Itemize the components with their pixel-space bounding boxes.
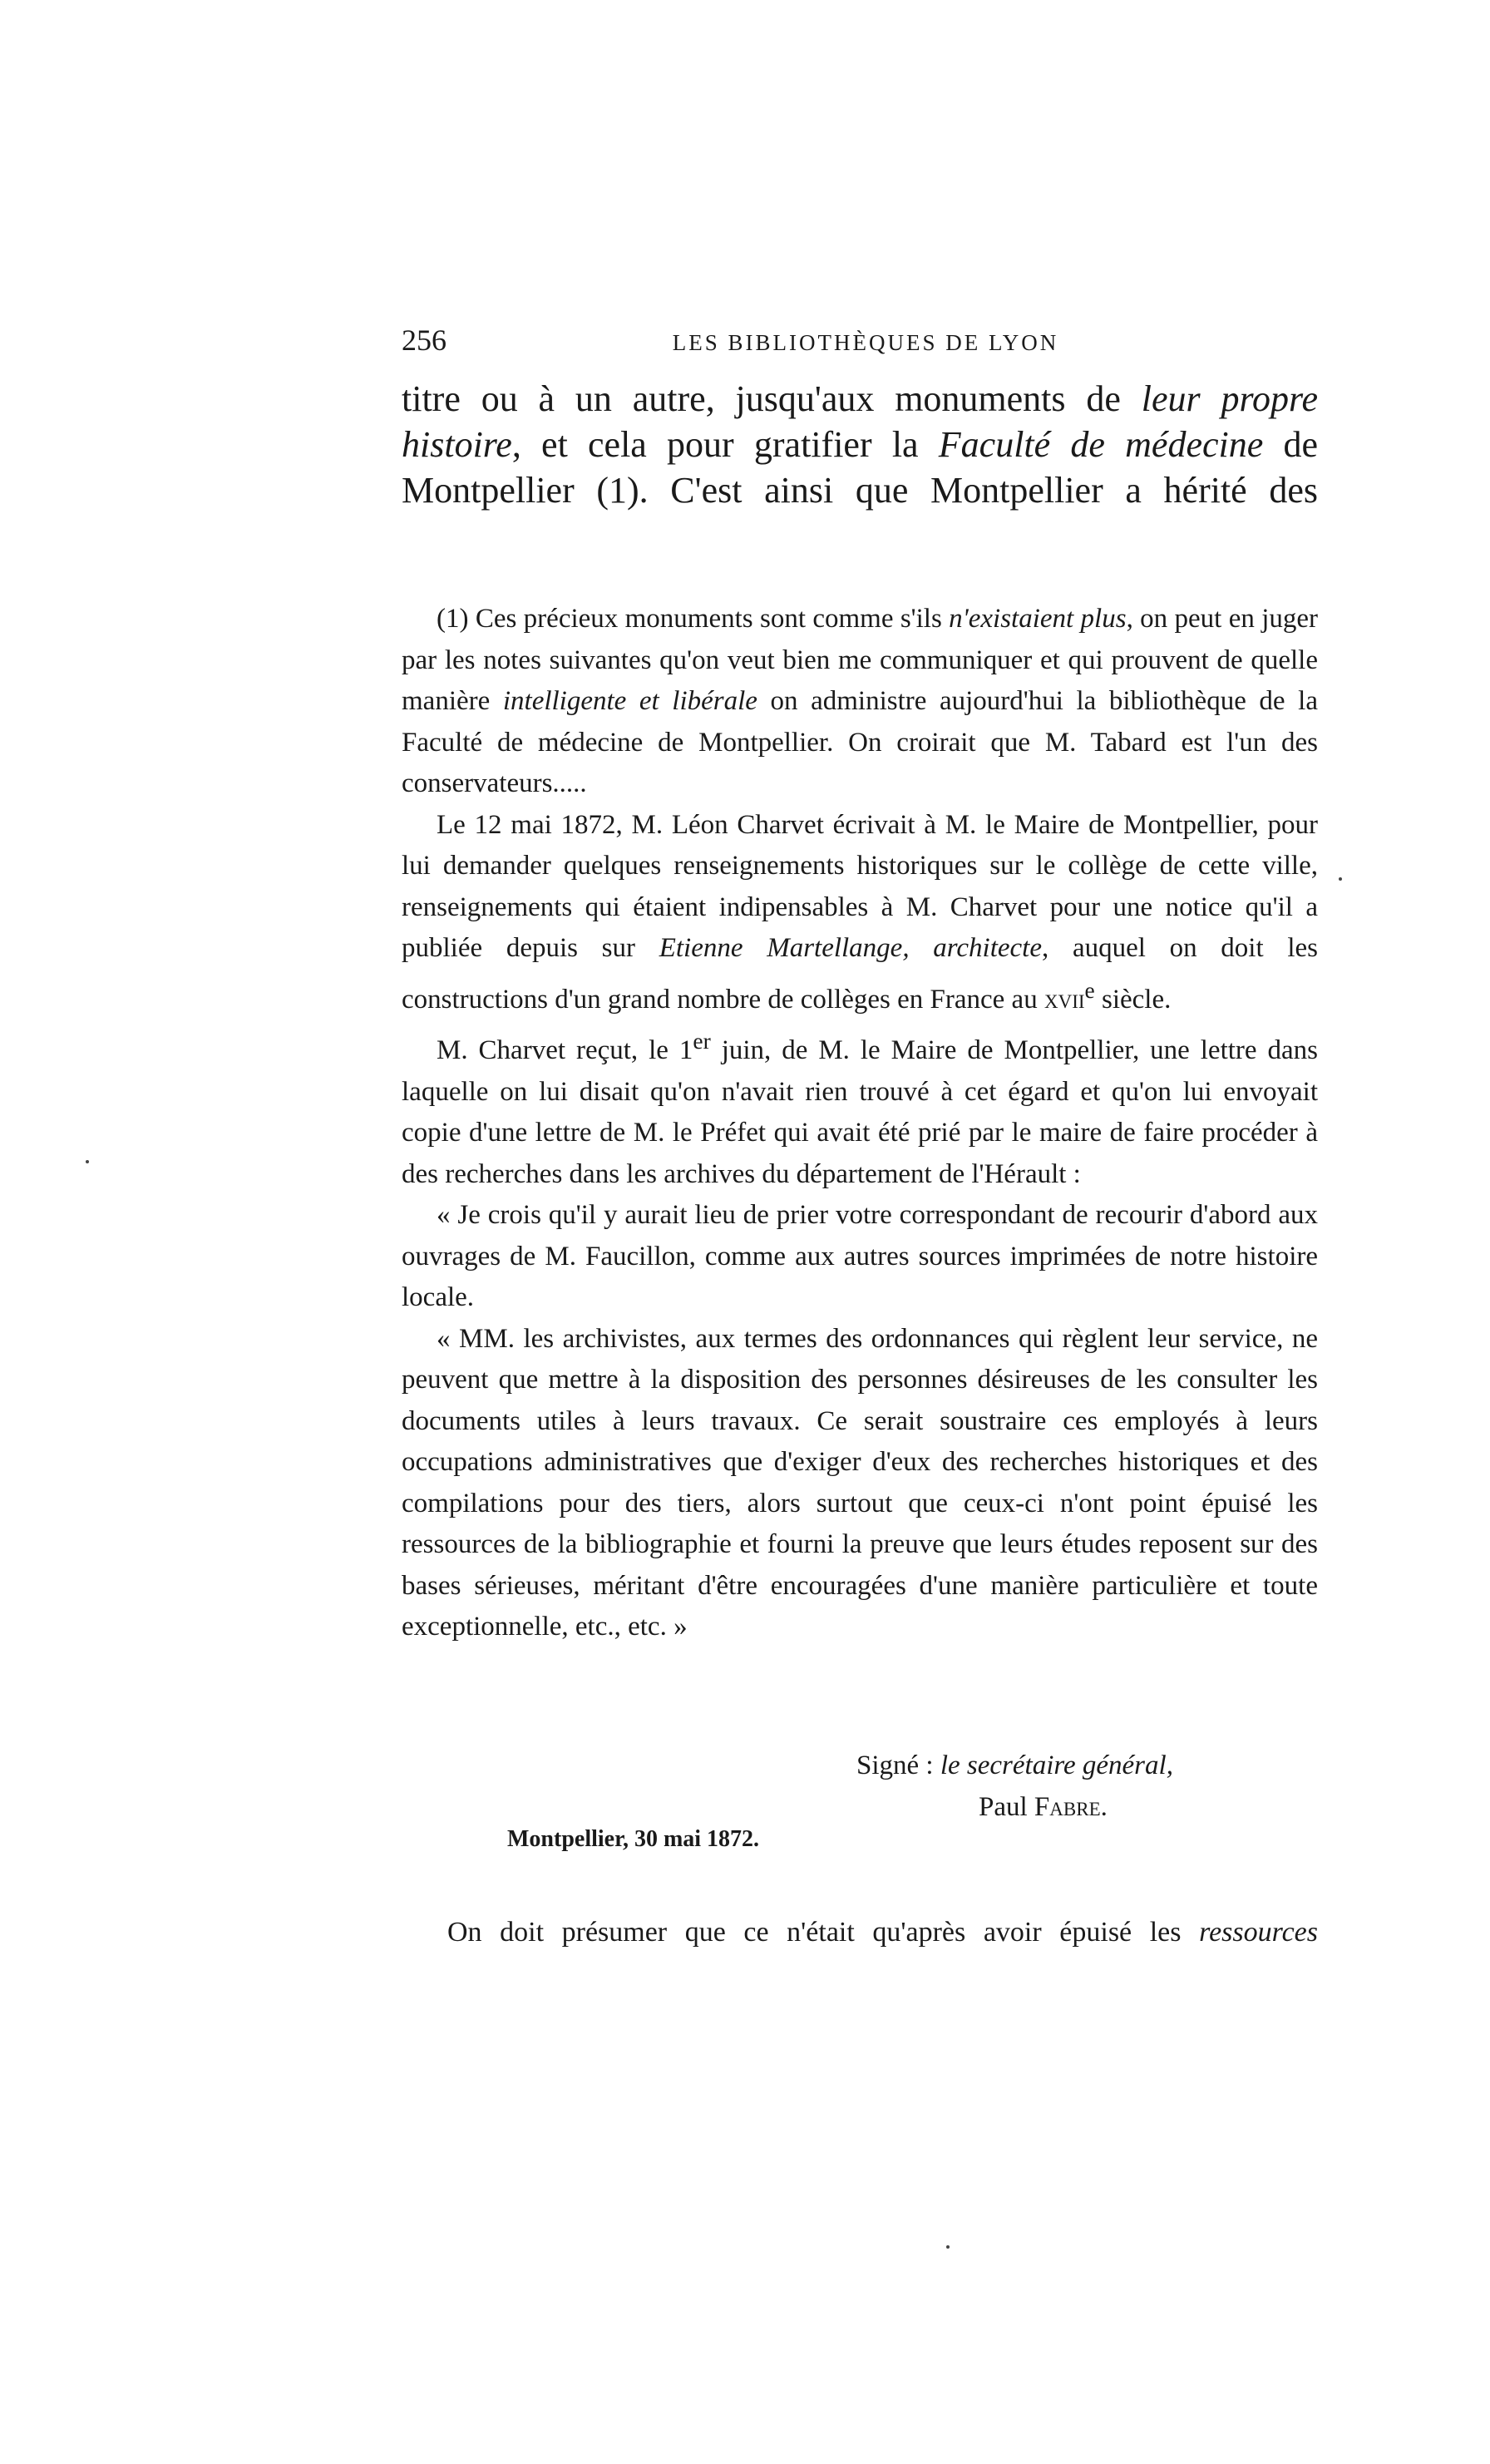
text-run: siècle. (1094, 984, 1172, 1015)
main-text (402, 376, 1318, 513)
text-run: de (1263, 424, 1319, 465)
scan-speck (86, 1160, 89, 1163)
text-run: Le 12 mai 1872, M. Léon Charvet écrivait à M. le Maire de Montpellier, pour lui demander quelques renseignements historiques sur le collège de cette ville, renseignements qui étaient indipensables à M. Charvet pour une notice qu'il a publiée depuis sur (402, 809, 1318, 963)
continuation-line (447, 1913, 1318, 1953)
main-text-line: Montpellier (1). C'est ainsi que Montpellier a hérité des (402, 470, 1318, 511)
small-caps-run: xvii (1043, 984, 1085, 1015)
small-caps-run: Fabre. (1034, 1792, 1108, 1822)
place-date: Montpellier, 30 mai 1872. (507, 1826, 760, 1852)
text-run: juin, de M. le Maire de Montpellier, une lettre dans laquelle on lui disait qu'on n'avait rien trouvé à cet égard et qu'on lui envoyait copie d'une lettre de M. le Préfet qui avait été prié par le maire de faire procéder à des recherches dans les archives du département de l'Hérault : (402, 1035, 1318, 1189)
text-run: , on peut en juger par les notes suivantes qu'on veut bien me communiquer et qui prouvent de quelle manière (402, 604, 1318, 716)
italic-run: Etienne Martellange, architecte (659, 933, 1042, 963)
text-run: titre ou à un autre, jusqu'aux monuments de (402, 378, 1142, 419)
scan-speck (1339, 877, 1342, 881)
signature-block (856, 1745, 1173, 1828)
text-run: On doit présumer que ce n'était qu'après avoir épuisé les (447, 1917, 1200, 1948)
text-run: , et cela pour gratifier la (511, 424, 939, 465)
text-run: on administre aujourd'hui la bibliothèque de la Faculté de médecine de Montpellier. On croirait que M. Tabard est l'un des conservateurs..... (402, 686, 1318, 798)
running-title: LES BIBLIOTHÈQUES DE LYON (672, 330, 1059, 355)
text-run: Signé : (856, 1750, 940, 1780)
superscript: e (1084, 976, 1095, 1003)
signatory-name (856, 1786, 1173, 1828)
footnote-quote-paragraph: « Je crois qu'il y aurait lieu de prier votre correspondant de recourir d'abord aux ouvrages de M. Faucillon, comme aux autres sources imprimées de notre histoire locale. (402, 1200, 1318, 1312)
text-run: , auquel on doit les constructions d'un grand nombre de collèges en France au (402, 933, 1318, 1015)
italic-run: Faculté de médecine (938, 424, 1264, 465)
footnote-paragraph (402, 1020, 1318, 1195)
footnote-paragraph (402, 805, 1318, 1021)
italic-run: leur propre (1141, 378, 1318, 419)
text-run: Paul (979, 1792, 1034, 1822)
italic-run: intelligente et libérale (502, 686, 757, 716)
italic-run: n'existaient plus (949, 604, 1127, 634)
scan-speck (946, 2245, 950, 2249)
footnote-paragraph (402, 599, 1318, 805)
text-run: M. Charvet reçut, le 1 (437, 1035, 693, 1065)
main-text-line (402, 422, 1318, 467)
superscript: er (693, 1028, 711, 1054)
italic-run: le secrétaire général, (940, 1750, 1173, 1780)
footnote-block (402, 599, 1318, 1648)
text-run: (1) Ces précieux monuments sont comme s'ils (437, 604, 950, 634)
footnote-quote-paragraph: « MM. les archivistes, aux termes des ordonnances qui règlent leur service, ne peuvent que mettre à la disposition des personnes désireuses de les consulter les documents utiles à leurs travaux. Ce serait soustraire ces employés à leurs occupations administratives que d'exiger d'eux des recherches historiques et des compilations pour des tiers, alors surtout que ceux-ci n'ont point épuisé les ressources de la bibliographie et fourni la preuve que leurs études reposent sur des bases sérieuses, méritant d'être encouragées d'une manière particulière et toute exceptionnelle, etc., etc. » (402, 1323, 1318, 1642)
signature-line (856, 1745, 1173, 1786)
italic-run: ressources (1199, 1917, 1318, 1948)
main-text-line (402, 376, 1318, 422)
running-head (402, 323, 1318, 363)
italic-run: histoire (402, 424, 512, 465)
page-number: 256 (402, 323, 447, 357)
